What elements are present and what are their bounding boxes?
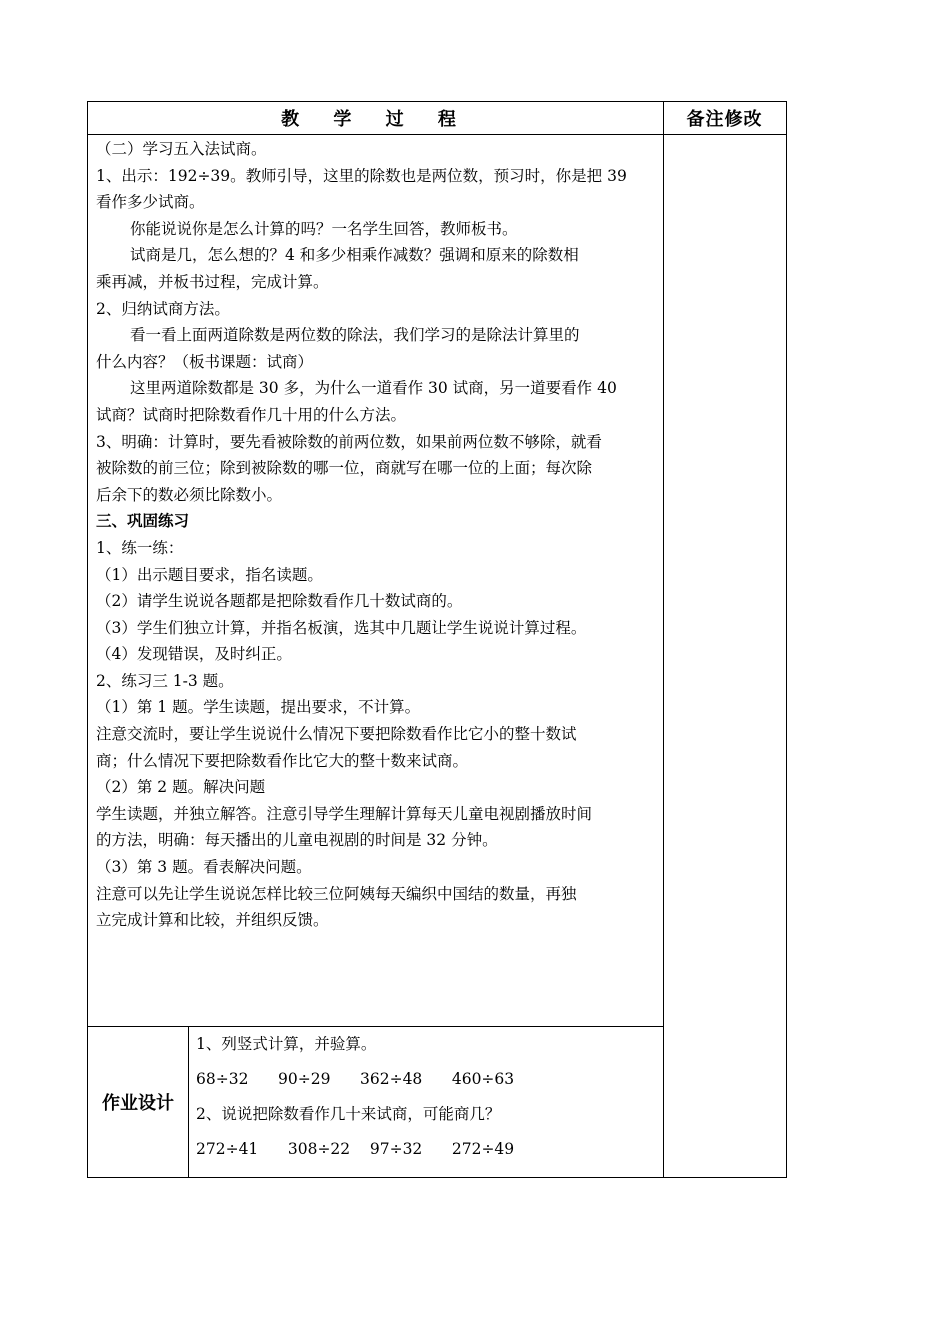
content-line: 立完成计算和比较，并组织反馈。 (96, 911, 329, 930)
content-line: （二）学习五入法试商。 (96, 140, 267, 158)
homework-line: 68÷32 90÷29 362÷48 460÷63 (196, 1070, 515, 1088)
homework-label-divider (188, 1026, 189, 1178)
homework-content (196, 1027, 656, 1167)
content-line: 2、练习三 1-3 题。 (96, 671, 234, 690)
content-line: 被除数的前三位；除到被除数的哪一位，商就写在哪一位的上面；每次除 (96, 459, 593, 478)
homework-line: 1、列竖式计算，并验算。 (196, 1035, 377, 1053)
content-line: （1）出示题目要求，指名读题。 (96, 565, 323, 584)
content-line: 什么内容？（板书课题：试商） (96, 352, 314, 371)
homework-line: 2、说说把除数看作几十来试商，可能商几？ (196, 1105, 501, 1123)
content-line: 1、出示：192÷39。教师引导，这里的除数也是两位数，预习时，你是把 39 (96, 166, 627, 185)
content-line: 试商？试商时把除数看作几十用的什么方法。 (96, 405, 407, 424)
content-line: 注意交流时，要让学生说说什么情况下要把除数看作比它小的整十数试 (96, 725, 577, 744)
content-line: （3）第 3 题。看表解决问题。 (96, 858, 312, 877)
content-line: 乘再减，并板书过程，完成计算。 (96, 272, 329, 291)
content-line: 你能说说你是怎么计算的吗？一名学生回答，教师板书。 (130, 219, 518, 238)
homework-line: 272÷41 308÷22 97÷32 272÷49 (196, 1140, 515, 1158)
section-heading: 三、巩固练习 (96, 512, 190, 531)
notes-header: 备注修改 (686, 109, 763, 130)
content-line: 商；什么情况下要把除数看作比它大的整十数来试商。 (96, 751, 469, 770)
homework-label: 作业设计 (102, 1093, 174, 1114)
content-line: 看一看上面两道除数是两位数的除法，我们学习的是除法计算里的 (130, 326, 580, 345)
lesson-content (96, 136, 658, 934)
content-line: 后余下的数必须比除数小。 (96, 485, 283, 504)
content-line: 2、归纳试商方法。 (96, 299, 230, 318)
content-line: （4）发现错误，及时纠正。 (96, 645, 292, 664)
content-line: 试商是几，怎么想的？4 和多少相乘作减数？强调和原来的除数相 (130, 246, 579, 265)
content-line: （2）请学生说说各题都是把除数看作几十数试商的。 (96, 592, 463, 611)
content-line: （3）学生们独立计算，并指名板演，选其中几题让学生说说计算过程。 (96, 618, 587, 637)
column-divider (663, 101, 664, 1178)
content-line: （2）第 2 题。解决问题 (96, 778, 266, 797)
content-line: 的方法，明确：每天播出的儿童电视剧的时间是 32 分钟。 (96, 831, 498, 850)
content-line: 1、练一练： (96, 538, 184, 557)
content-line: 注意可以先让学生说说怎样比较三位阿姨每天编织中国结的数量，再独 (96, 884, 577, 903)
process-header: 教 学 过 程 (281, 109, 470, 130)
content-line: （1）第 1 题。学生读题，提出要求，不计算。 (96, 698, 421, 717)
content-line: 学生读题，并独立解答。注意引导学生理解计算每天儿童电视剧播放时间 (96, 804, 593, 823)
header-divider (87, 134, 787, 135)
content-line: 看作多少试商。 (96, 193, 205, 212)
content-line: 3、明确：计算时，要先看被除数的前两位数，如果前两位数不够除，就看 (96, 432, 602, 451)
content-line: 这里两道除数都是 30 多，为什么一道看作 30 试商，另一道要看作 40 (130, 379, 617, 398)
